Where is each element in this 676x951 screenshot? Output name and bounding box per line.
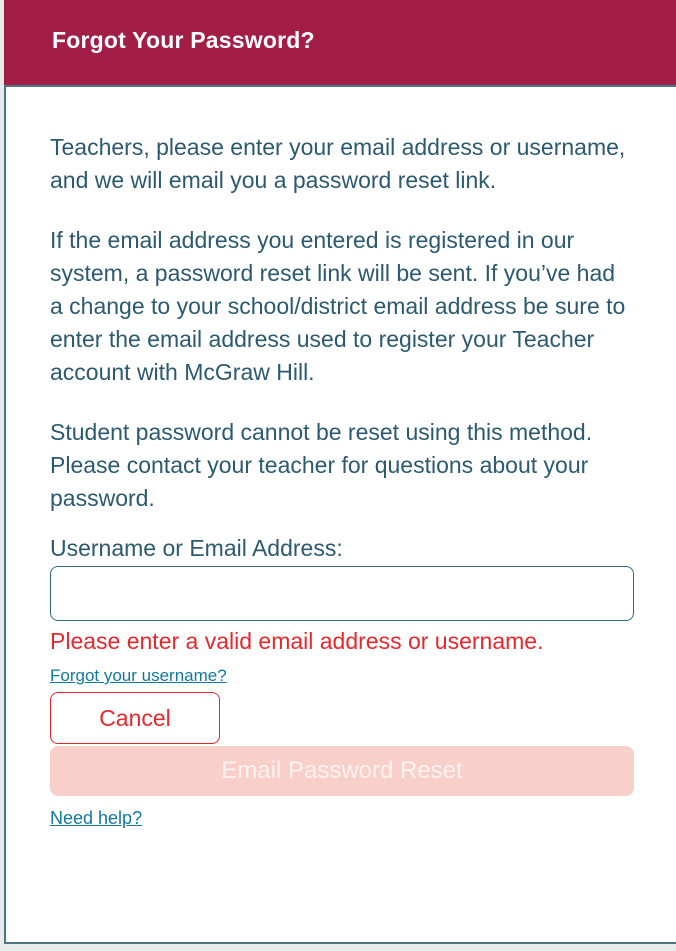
cancel-button[interactable]: Cancel: [50, 692, 220, 744]
validation-error-message: Please enter a valid email address or username.: [50, 628, 544, 654]
registered-notice-text: If the email address you entered is registered in our system, a password reset link will be sent. If you’ve had a change to your school/district email address be sure to enter the email address used to register your Teacher account with McGraw Hill.: [50, 227, 626, 385]
modal-body: [6, 87, 676, 829]
need-help-link[interactable]: Need help?: [50, 808, 143, 828]
modal-header: [4, 0, 676, 87]
username-email-label: Username or Email Address:: [50, 535, 343, 561]
modal-title: Forgot Your Password?: [52, 27, 315, 53]
student-notice-text: Student password cannot be reset using this method. Please contact your teacher for questions about your password.: [50, 419, 593, 511]
teachers-instructions-text: Teachers, please enter your email address or username, and we will email you a password reset link.: [50, 134, 626, 193]
username-email-input[interactable]: [50, 566, 634, 621]
forgot-password-modal: [4, 0, 676, 944]
forgot-username-link[interactable]: Forgot your username?: [50, 666, 227, 685]
email-password-reset-button[interactable]: Email Password Reset: [50, 746, 634, 796]
